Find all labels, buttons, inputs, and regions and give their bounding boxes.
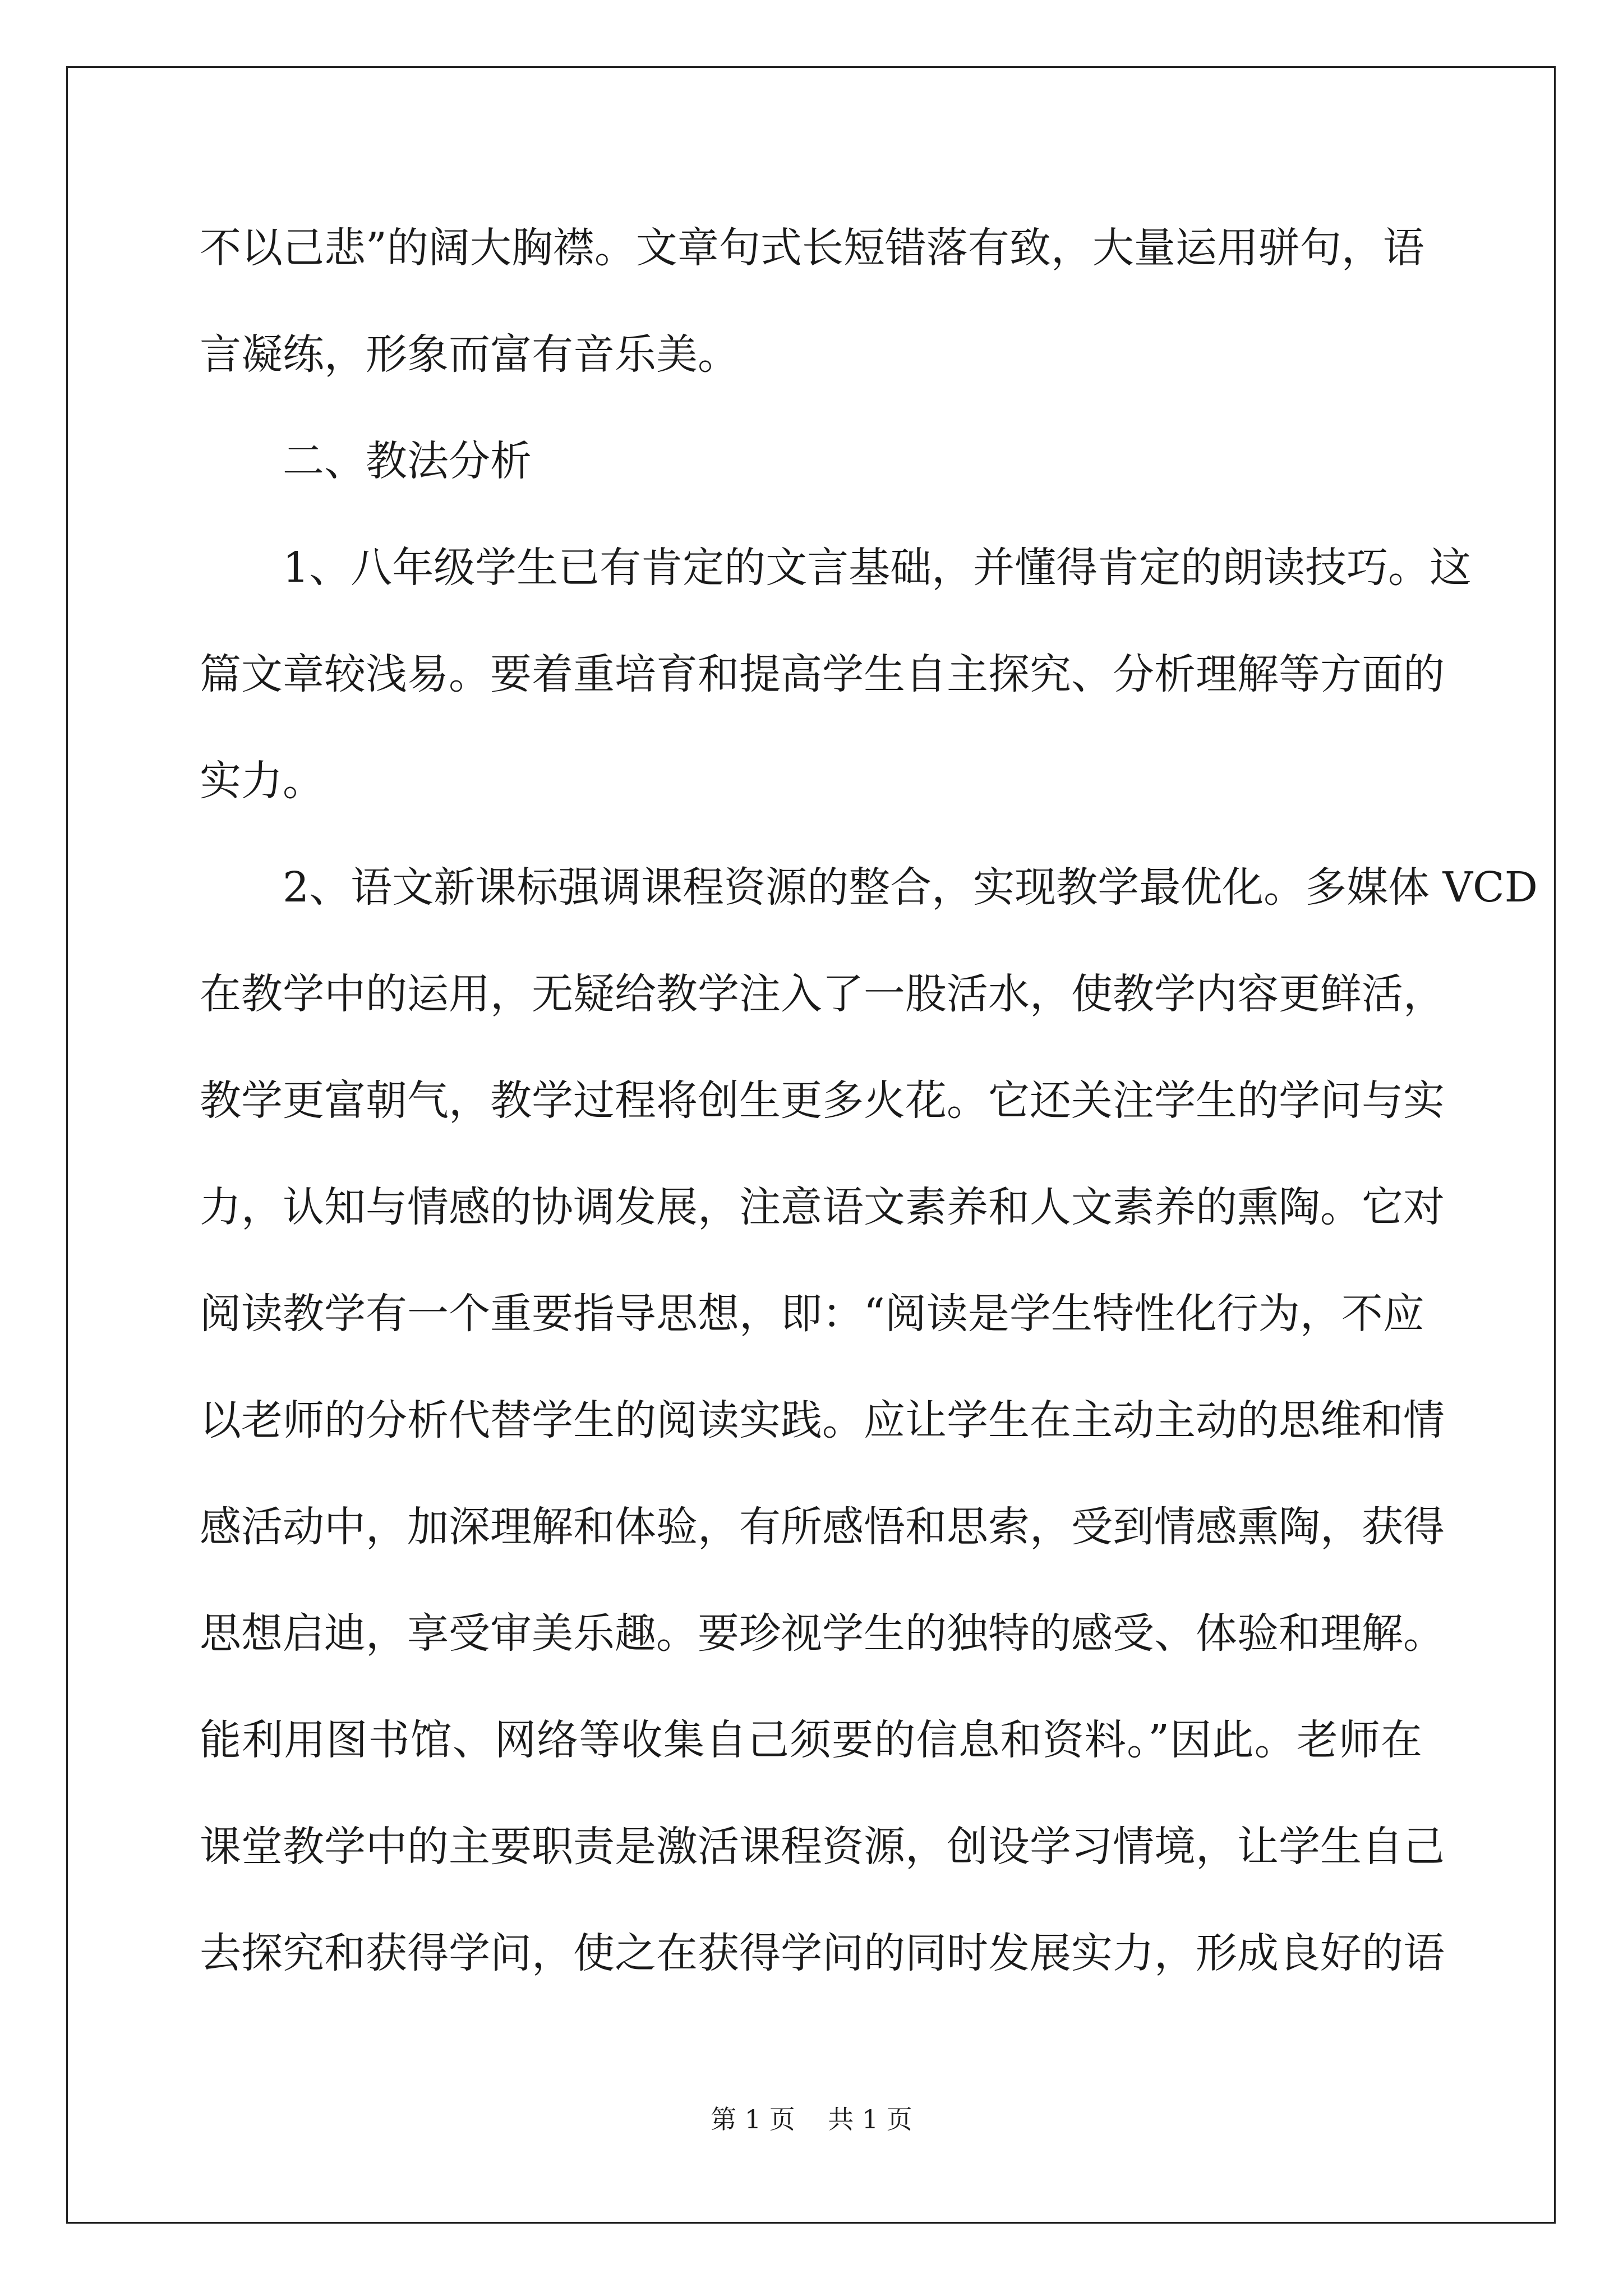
text-line: 以老师的分析代替学生的阅读实践。应让学生在主动主动的思维和情 [200,1396,1445,1444]
section-heading: 二、教法分析 [283,437,532,485]
page-number: 第 1 页 [711,2104,795,2134]
text-line: 阅读教学有一个重要指导思想，即：“阅读是学生特性化行为，不应 [200,1290,1424,1338]
text-line: 去探究和获得学问，使之在获得学问的同时发展实力，形成良好的语 [200,1929,1445,1977]
text-line: 2、语文新课标强调课程资源的整合，实现教学最优化。多媒体 VCD [283,863,1538,912]
text-line: 教学更富朝气，教学过程将创生更多火花。它还关注学生的学问与实 [200,1076,1445,1125]
text-line: 能利用图书馆、网络等收集自己须要的信息和资料。”因此。老师在 [200,1716,1422,1764]
page-footer [0,2102,1623,2136]
text-line: 实力。 [200,757,324,805]
text-line: 感活动中，加深理解和体验，有所感悟和思索，受到情感熏陶，获得 [200,1503,1445,1551]
text-line: 言凝练，形象而富有音乐美。 [200,330,739,379]
text-line: 篇文章较浅易。要着重培育和提高学生自主探究、分析理解等方面的 [200,650,1445,698]
text-line: 1、八年级学生已有肯定的文言基础，并懂得肯定的朗读技巧。这 [283,544,1472,592]
page-border [66,66,1556,2224]
text-line: 思想启迪，享受审美乐趣。要珍视学生的独特的感受、体验和理解。 [200,1609,1445,1658]
text-line: 课堂教学中的主要职责是激活课程资源，创设学习情境，让学生自己 [200,1823,1445,1871]
text-line: 不以己悲”的阔大胸襟。文章句式长短错落有致，大量运用骈句，语 [200,224,1424,272]
text-line: 在教学中的运用，无疑给教学注入了一股活水，使教学内容更鲜活， [200,970,1445,1018]
text-line: 力，认知与情感的协调发展，注意语文素养和人文素养的熏陶。它对 [200,1183,1445,1231]
page-total: 共 1 页 [828,2104,912,2134]
